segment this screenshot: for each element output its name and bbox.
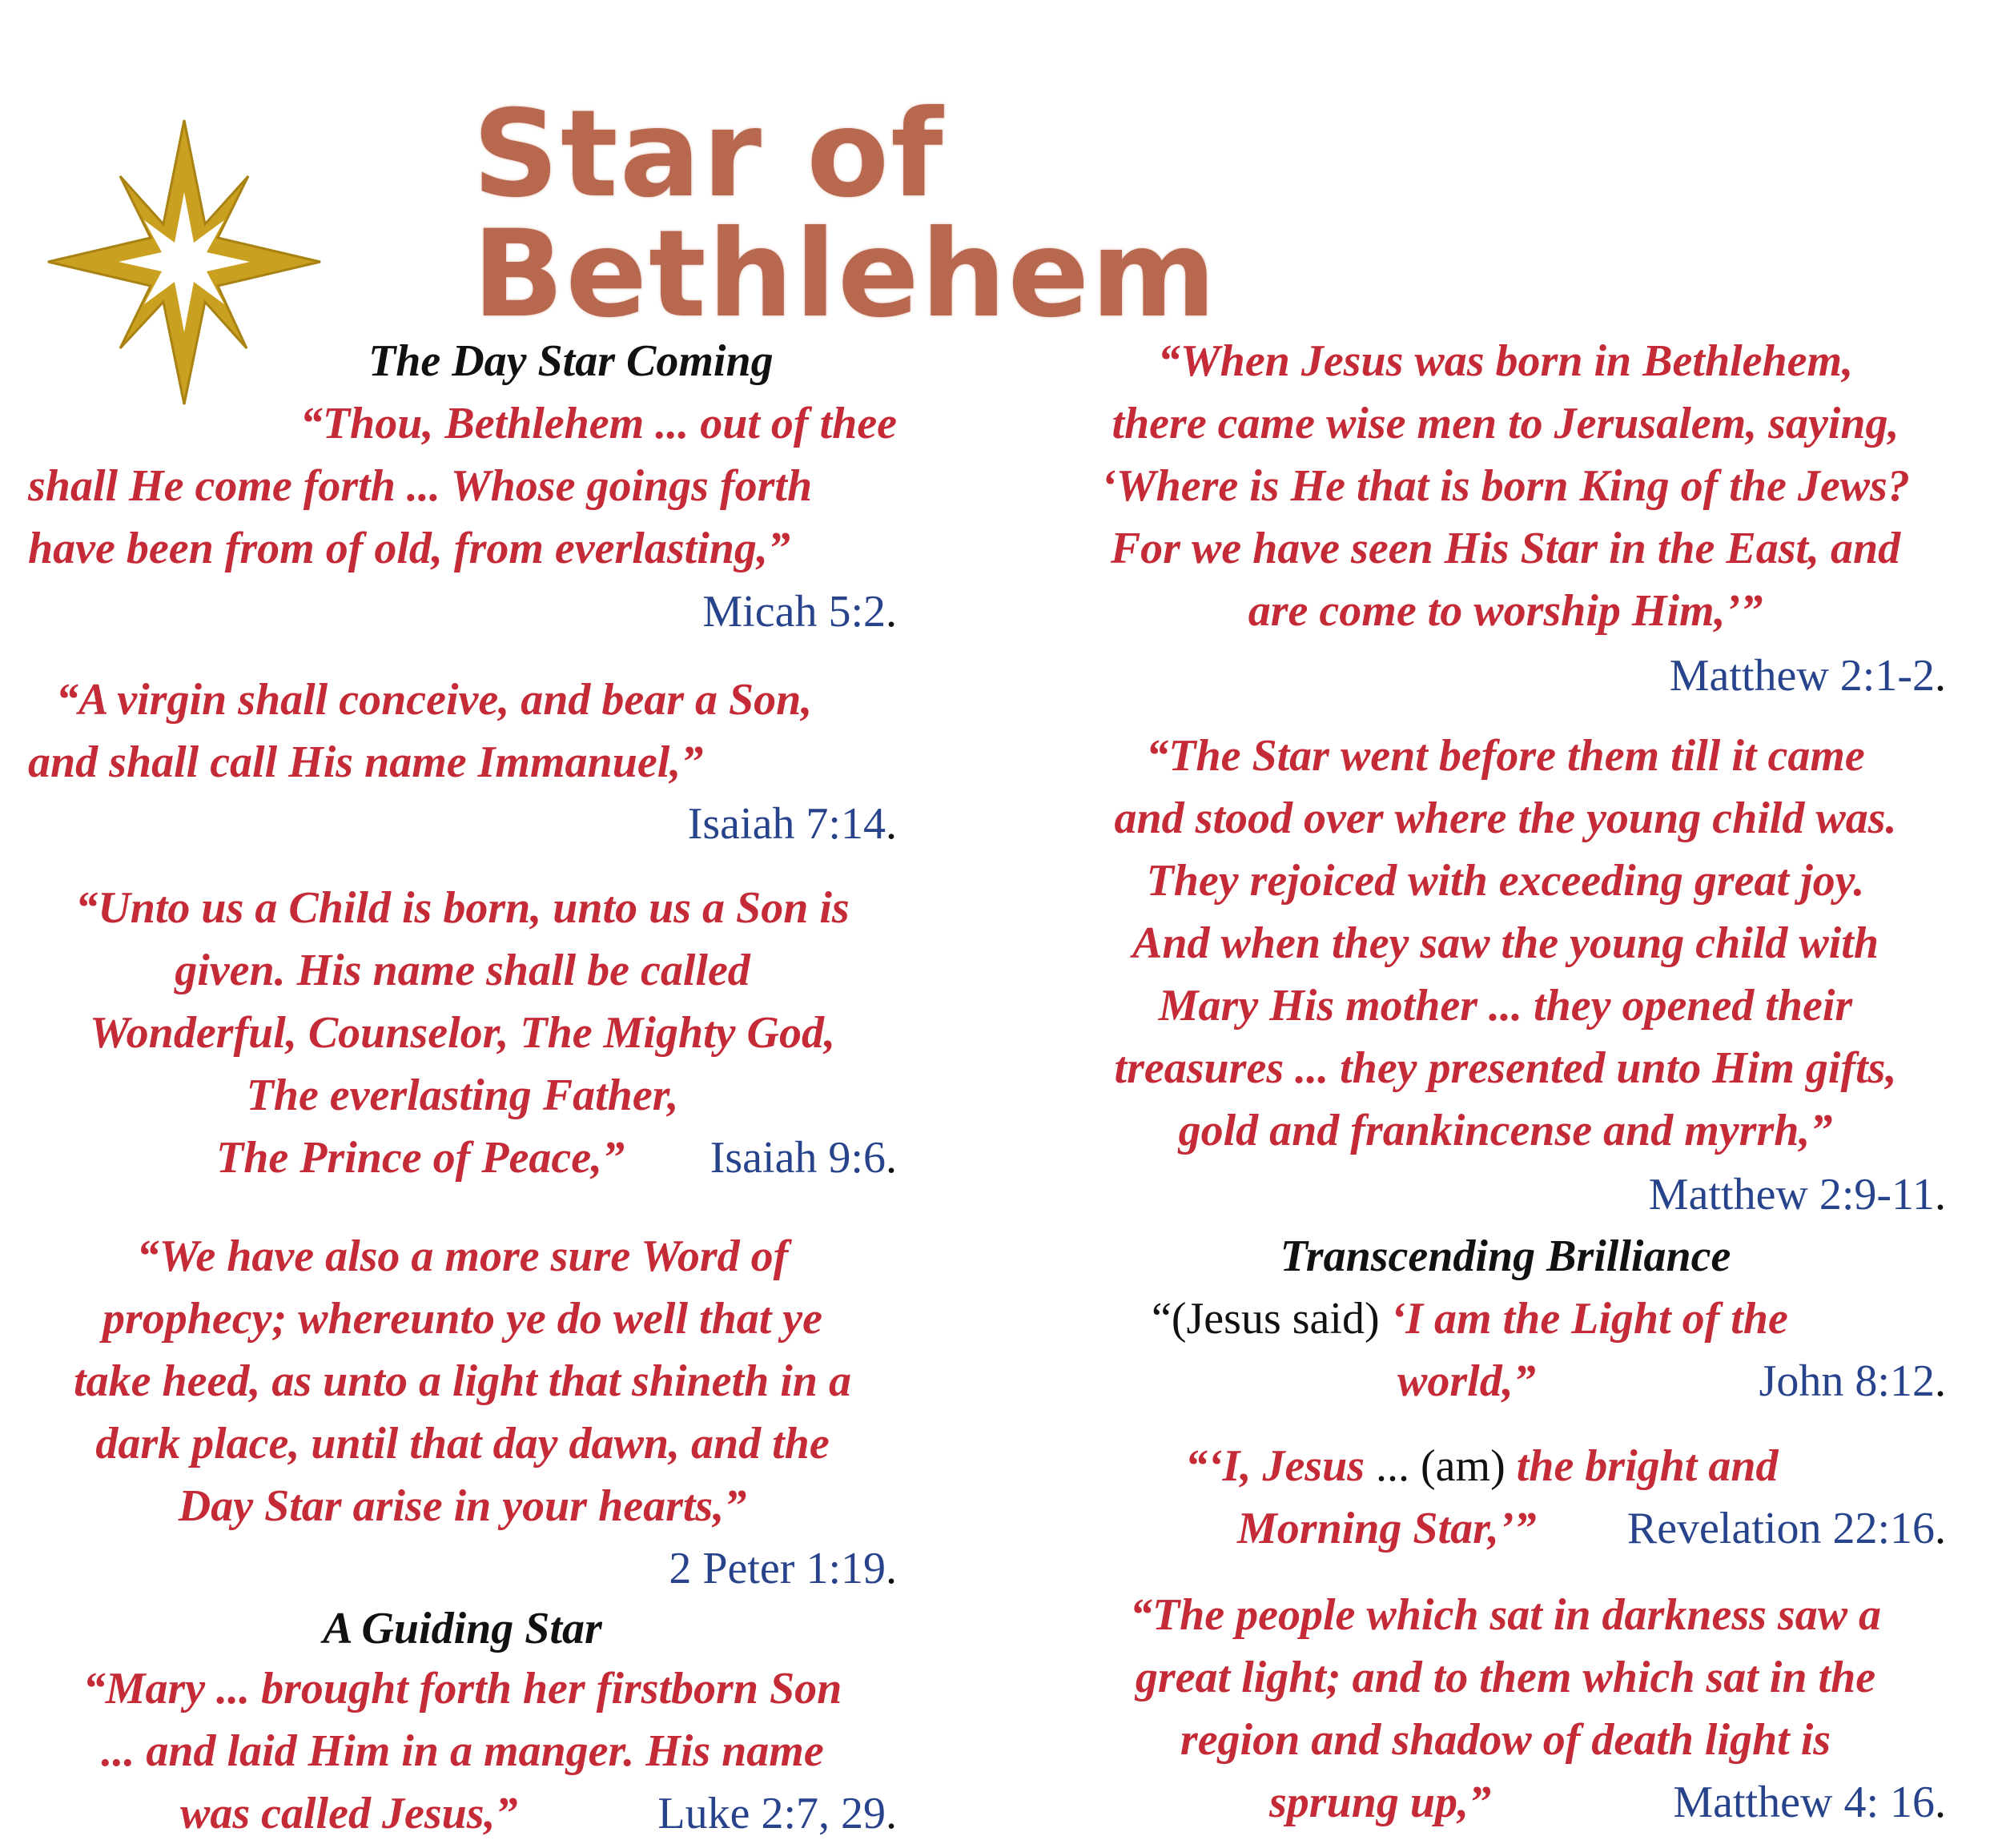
verse-line: gold and frankincense and myrrh,” <box>1178 1106 1833 1155</box>
period: . <box>1935 1778 1946 1827</box>
verse-plain-text: (Jesus said) <box>1171 1294 1391 1344</box>
verse-matthew-2-9-11 <box>1065 725 1946 1162</box>
period: . <box>886 799 897 849</box>
verse-line: “When Jesus was born in Bethlehem, <box>1157 336 1854 386</box>
verse-luke-last-line: was called Jesus,” <box>180 1789 518 1838</box>
verse-line: The everlasting Father, <box>246 1071 679 1120</box>
verse-line: They rejoiced with exceeding great joy. <box>1146 856 1865 906</box>
period: . <box>886 1544 897 1593</box>
verse-line: And when they saw the young child with <box>1132 918 1879 968</box>
verse-line: “A virgin shall conceive, and bear a Son, <box>56 675 813 725</box>
verse-matthew-4-16 <box>1065 1584 1946 1771</box>
verse-luke <box>28 1657 897 1782</box>
verse-text: ‘I am the Light of the <box>1390 1294 1788 1344</box>
verse-line: and shall call His name Immanuel,” <box>28 737 704 787</box>
star-icon <box>40 116 328 408</box>
verse-line: For we have seen His Star in the East, and <box>1110 524 1901 573</box>
verse-text: the bright and <box>1516 1441 1779 1491</box>
reference-text: Isaiah 9:6 <box>710 1133 886 1183</box>
reference-matthew-2-1-2 <box>1065 645 1946 707</box>
verse-text: “‘I, Jesus <box>1185 1441 1377 1491</box>
period: . <box>886 587 897 637</box>
verse-line: “We have also a more sure Word of <box>136 1231 789 1281</box>
verse-john-line-2: world,” <box>1397 1356 1536 1406</box>
verse-line: ... and laid Him in a manger. His name <box>101 1726 824 1776</box>
period: . <box>1935 1170 1946 1219</box>
reference-text: Revelation 22:16 <box>1626 1504 1935 1553</box>
reference-matthew-2-9-11 <box>1065 1163 1946 1226</box>
reference-text: 2 Peter 1:19 <box>669 1544 886 1593</box>
verse-line: Day Star arise in your hearts,” <box>178 1481 747 1531</box>
reference-text: Isaiah 7:14 <box>687 799 886 849</box>
reference-text: Micah 5:2 <box>702 587 886 637</box>
verse-matthew-4-16-last-line: sprung up,” <box>1269 1778 1492 1827</box>
verse-isaiah-7-14 <box>28 669 897 793</box>
verse-line: are come to worship Him,’” <box>1248 586 1763 636</box>
period: . <box>1935 1356 1946 1406</box>
verse-line: “Thou, Bethlehem ... out of thee <box>299 399 897 448</box>
reference-revelation <box>1065 1497 1946 1560</box>
verse-line: ‘Where is He that is born King of the Jews? <box>1101 461 1910 511</box>
reference-luke <box>28 1782 897 1845</box>
verse-2-peter <box>28 1225 897 1537</box>
reference-isaiah-7-14 <box>28 793 897 855</box>
verse-revelation-line-2: Morning Star,’” <box>1237 1504 1537 1553</box>
verse-line: there came wise men to Jerusalem, saying, <box>1112 399 1899 448</box>
verse-line: prophecy; whereunto ye do well that ye <box>102 1294 822 1344</box>
verse-line: “Mary ... brought forth her firstborn Son <box>82 1664 842 1713</box>
verse-line: region and shadow of death light is <box>1180 1715 1831 1765</box>
reference-matthew-4-16 <box>1065 1771 1946 1834</box>
period: . <box>1935 651 1946 701</box>
verse-line: given. His name shall be called <box>175 946 750 995</box>
verse-line: Mary His mother ... they opened their <box>1158 981 1853 1030</box>
verse-isaiah-9-6-last-line: The Prince of Peace,” <box>216 1133 625 1183</box>
verse-line: have been from of old, from everlasting,” <box>28 524 790 573</box>
verse-line: “Unto us a Child is born, unto us a Son is <box>75 883 850 933</box>
period: . <box>1935 1504 1946 1553</box>
verse-line: great light; and to them which sat in the <box>1135 1653 1876 1702</box>
heading-day-star: The Day Star Coming <box>368 336 774 386</box>
period: . <box>886 1789 897 1838</box>
verse-line: “The Star went before them till it came <box>1146 731 1865 781</box>
page-title: Star of Bethlehem <box>472 85 1218 344</box>
reference-text: John 8:12 <box>1759 1356 1935 1406</box>
verse-micah <box>28 392 897 580</box>
reference-2-peter <box>28 1537 897 1600</box>
reference-text: Matthew 2:9-11 <box>1648 1170 1935 1219</box>
reference-john <box>1065 1350 1946 1412</box>
verse-line: shall He come forth ... Whose goings forth <box>28 461 813 511</box>
reference-text: Matthew 4: 16 <box>1673 1778 1935 1827</box>
heading-guiding-star: A Guiding Star <box>323 1604 602 1653</box>
open-quote: “ <box>1152 1294 1172 1344</box>
heading-transcending-brilliance: Transcending Brilliance <box>1280 1231 1731 1281</box>
verse-isaiah-9-6 <box>28 877 897 1127</box>
reference-isaiah-9-6 <box>28 1127 897 1189</box>
verse-line: take heed, as unto a light that shineth in a <box>74 1356 851 1406</box>
verse-john <box>1152 1288 1788 1350</box>
reference-text: Luke 2:7, 29 <box>657 1789 886 1838</box>
period: . <box>886 1133 897 1183</box>
verse-line: “The people which sat in darkness saw a <box>1129 1590 1882 1640</box>
reference-text: Matthew 2:1-2 <box>1669 651 1935 701</box>
verse-matthew-2-1-2 <box>1065 330 1946 642</box>
verse-plain-text: ... (am) <box>1376 1441 1517 1491</box>
verse-line: dark place, until that day dawn, and the <box>95 1419 830 1468</box>
verse-revelation <box>1185 1435 1779 1497</box>
verse-line: and stood over where the young child was. <box>1114 793 1897 843</box>
verse-line: Wonderful, Counselor, The Mighty God, <box>90 1008 835 1058</box>
reference-micah <box>28 581 897 643</box>
verse-line: treasures ... they presented unto Him gifts, <box>1114 1043 1897 1093</box>
